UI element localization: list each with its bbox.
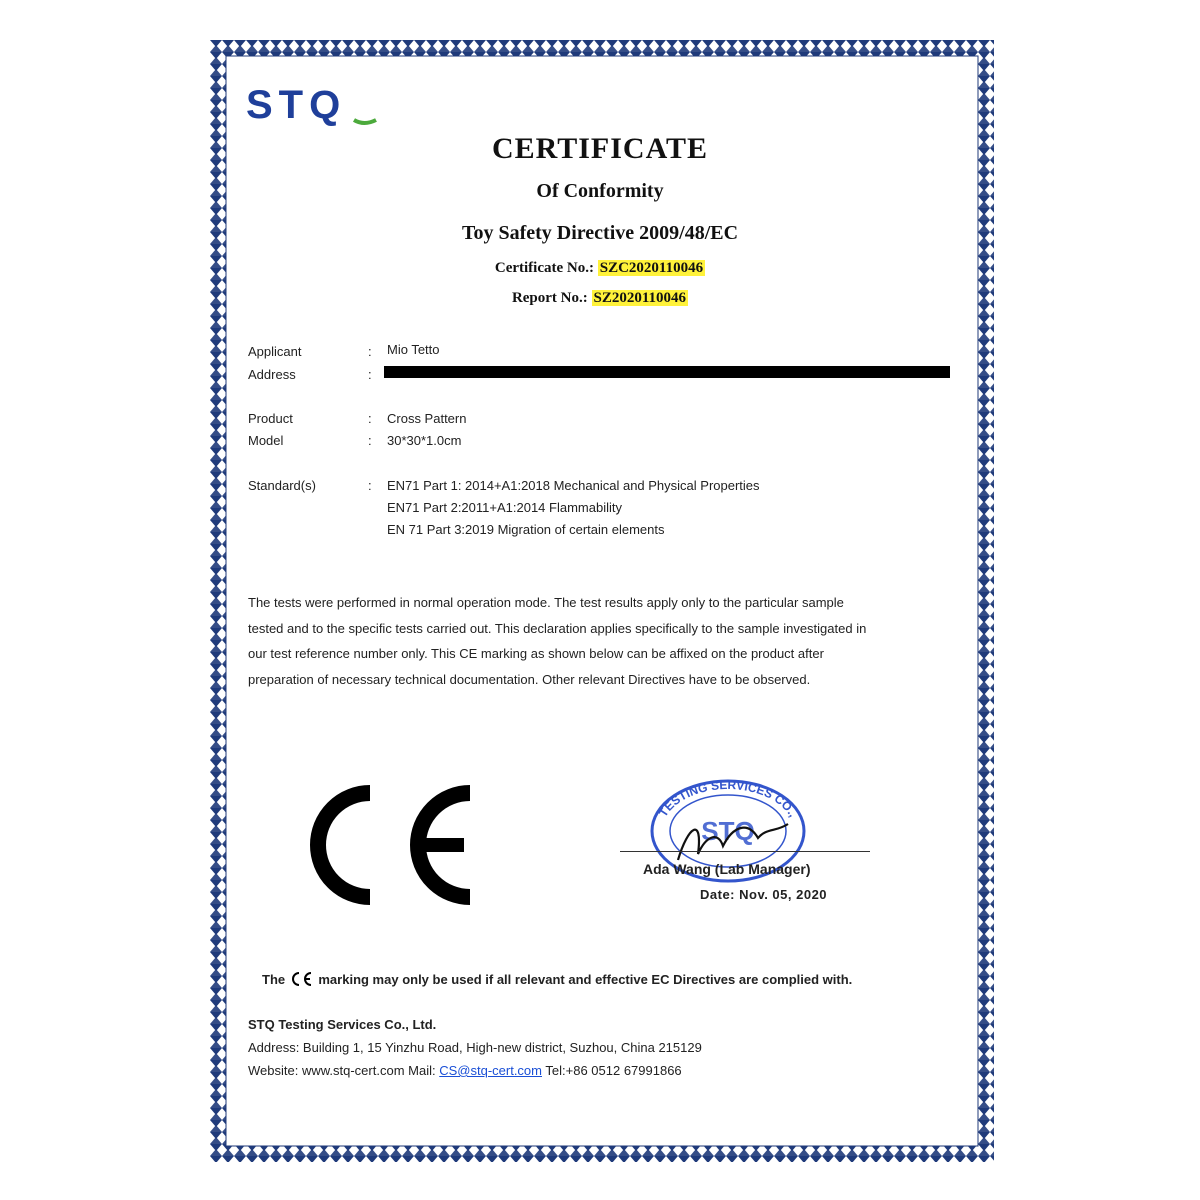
conformity-statement (248, 590, 960, 692)
model-colon: : (368, 433, 372, 448)
statement-line: preparation of necessary technical documentation. Other relevant Directives have to be observed. (248, 671, 811, 687)
statement-line: The tests were performed in normal operation mode. The test results apply only to the particular sample (248, 595, 844, 610)
model-label: Model (248, 433, 284, 448)
applicant-value: Mio Tetto (387, 342, 440, 357)
applicant-label: Applicant (248, 344, 302, 359)
standard-item: EN 71 Part 3:2019 Migration of certain elements (387, 522, 665, 537)
model-value: 30*30*1.0cm (387, 433, 462, 448)
svg-text:STQ: STQ (246, 83, 347, 127)
email-link[interactable]: CS@stq-cert.com (439, 1063, 542, 1078)
company-contact: Website: www.stq-cert.com Mail: CS@stq-cert.com Tel:+86 0512 67991866 (248, 1063, 682, 1078)
address-redaction (384, 366, 950, 378)
company-address: Address: Building 1, 15 Yinzhu Road, High-new district, Suzhou, China 215129 (248, 1040, 702, 1055)
product-colon: : (368, 411, 372, 426)
product-label: Product (248, 411, 293, 426)
svg-text:STQ: STQ (701, 816, 755, 846)
ce-mark-small-icon (292, 972, 312, 986)
directive-title: Toy Safety Directive 2009/48/EC (461, 222, 739, 244)
statement-line: our test reference number only. This CE marking as shown below can be affixed on the product after (248, 646, 824, 661)
company-name: STQ Testing Services Co., Ltd. (248, 1017, 437, 1032)
certificate-number: Certificate No.: SZC2020110046 (494, 260, 704, 276)
ce-usage-notice: The marking may only be used if all relevant and effective EC Directives are complied with. (262, 972, 853, 987)
certificate-title: CERTIFICATE (491, 132, 709, 165)
svg-text:TESTING SERVICES CO.,: TESTING SERVICES CO., (655, 777, 801, 820)
applicant-colon: : (368, 344, 372, 359)
signer-name: Ada Wang (Lab Manager) (643, 861, 811, 877)
certificate-number-value: SZC2020110046 (599, 260, 704, 276)
standard-item: EN71 Part 1: 2014+A1:2018 Mechanical and Physical Properties (387, 478, 760, 493)
standards-colon: : (368, 478, 372, 493)
product-value: Cross Pattern (387, 411, 467, 426)
report-number: Report No.: SZ2020110046 (511, 290, 687, 306)
standard-item: EN71 Part 2:2011+A1:2014 Flammability (387, 500, 622, 515)
statement-line: tested and to the specific tests carried out. This declaration applies specifically to the sample investigated in (248, 620, 867, 636)
issue-date: Date: Nov. 05, 2020 (700, 887, 828, 902)
certificate-subtitle: Of Conformity (536, 180, 664, 202)
report-number-value: SZ2020110046 (593, 290, 687, 306)
signature-line (620, 851, 870, 852)
stq-logo (246, 82, 396, 130)
address-colon: : (368, 367, 372, 382)
standards-label: Standard(s) (248, 478, 316, 493)
address-label: Address (248, 367, 296, 382)
ce-mark-icon (310, 785, 480, 905)
